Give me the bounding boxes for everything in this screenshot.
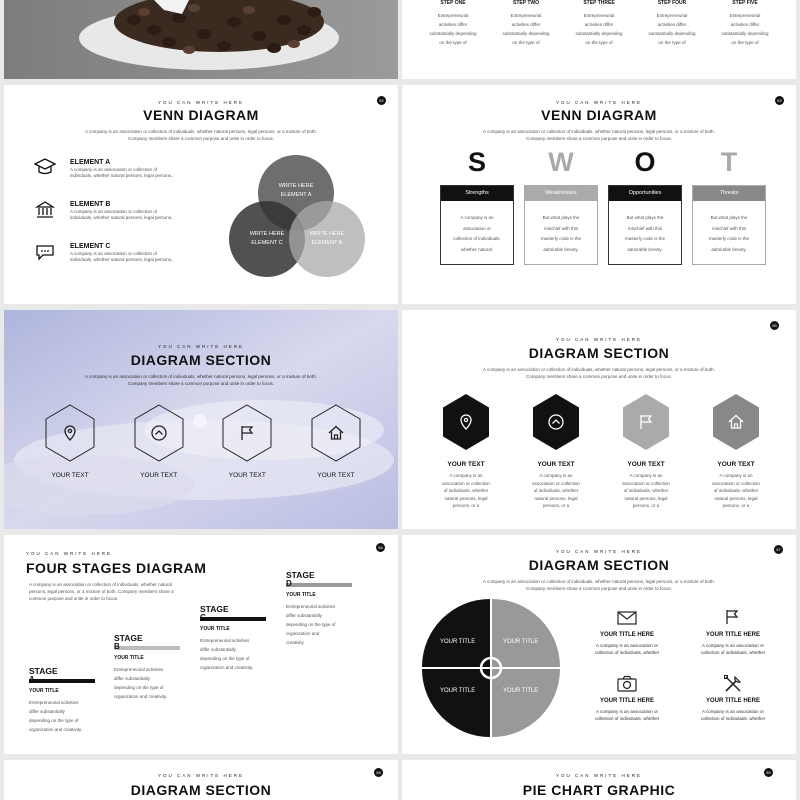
slide-five-steps [402, 0, 796, 79]
stage-line: depending on the type of [200, 656, 250, 661]
diag2-item-label: YOUR TEXT [627, 461, 665, 468]
diag2-item-line: persons, or a [542, 503, 570, 508]
venn-element-c [35, 243, 55, 261]
stages-kicker: YOU CAN WRITE HERE [26, 551, 113, 556]
center-ring [481, 658, 501, 678]
venn-element-a-text [70, 159, 174, 180]
slide-number: 59 [764, 768, 773, 777]
quadrant-top-right [492, 599, 560, 667]
pie-subtitle-1: A company is an association or collection of individuals, whether natural persons, legal persons, or a mixture of both. [483, 579, 715, 584]
swot-card [440, 185, 514, 265]
venn-element-b-text [70, 201, 174, 222]
venn-element-c-text [70, 243, 174, 264]
venn-kicker: YOU CAN WRITE HERE [157, 100, 244, 105]
step-column [714, 0, 776, 47]
stage-line: differ substantially [114, 676, 150, 681]
stage-line: differ substantially [200, 647, 236, 652]
diag1-item-label: YOUR TEXT [317, 472, 355, 479]
diag1-item [40, 402, 100, 479]
chevron-up-icon [152, 426, 166, 440]
diag2-item-line: natural persons, legal [624, 495, 668, 501]
stage-line: Entrepreneurial activities [200, 638, 250, 643]
pie-kicker: YOU CAN WRITE HERE [555, 549, 642, 554]
stage-letter: B [114, 643, 120, 649]
step-desc-line: activities differ [511, 22, 541, 27]
swot-letter: O [634, 147, 656, 177]
diag1-subtitle-1: A company is an association or collection of individuals, whether natural persons, legal persons, or a mixture of both. [85, 374, 317, 379]
bottom-right-kicker: YOU CAN WRITE HERE [555, 773, 642, 778]
element-c-desc-2: individuals, whether natural persons, legal persons,. [70, 257, 174, 262]
swot-card-line: mischief with this [627, 225, 662, 231]
swot-letter: S [467, 147, 486, 177]
stage-heading [29, 667, 119, 682]
diag1-item [306, 402, 366, 479]
diag1-item-label: YOUR TEXT [140, 472, 178, 479]
stage-block [29, 667, 119, 734]
stage-line: Entrepreneurial activities [114, 667, 164, 672]
hexagon-outline [129, 402, 189, 464]
step-desc-line: Entrepreneurial [510, 13, 542, 18]
swot-kicker: YOU CAN WRITE HERE [555, 100, 642, 105]
swot-letter: W [548, 147, 574, 177]
venn-circles [219, 149, 379, 284]
diag2-item-line: A company is an [629, 473, 663, 478]
step-desc-line: activities differ [584, 22, 614, 27]
swot-card-line: But what plays the [542, 215, 580, 220]
slide-diagram-section-photo [4, 310, 398, 529]
swot-card-line: admirable brevity. [543, 246, 579, 252]
pie-feature-line: collection of individuals, whether [700, 716, 766, 721]
stage-line: differ substantially [286, 613, 322, 618]
step-label: STEP THREE [583, 0, 615, 6]
bottom-left-kicker: YOU CAN WRITE HERE [157, 773, 244, 778]
stage-title: YOUR TITLE [114, 655, 144, 661]
pie-feature-line: A company is an association or [701, 709, 765, 714]
quadrant-circle [422, 599, 560, 737]
diag2-item-line: persons, or a [632, 503, 660, 508]
pie-feature-line: collection of individuals, whether [594, 650, 660, 655]
swot-card-header: Weaknesses [525, 186, 597, 201]
stage-letter: C [200, 614, 206, 620]
quadrant-bottom-right [492, 669, 560, 737]
step-label: STEP FIVE [732, 0, 758, 6]
diag2-item-label: YOUR TEXT [447, 461, 485, 468]
venn-subtitle-2: Company members share a common purpose and unite in order to focus. [127, 136, 275, 141]
element-b-label: ELEMENT B [70, 201, 111, 208]
venn-label-b-2: ELEMENT B [311, 240, 343, 246]
step-desc-line: substantially depending [721, 31, 769, 36]
stages-sub-1: A company is an association or collection of individuals, whether natural [29, 582, 172, 587]
diag2-item-label: YOUR TEXT [717, 461, 755, 468]
diag2-item-line: A company is an [539, 473, 573, 478]
step-desc-line: substantially depending [502, 31, 550, 36]
hexagon-filled [616, 392, 676, 452]
stage-line: organization and [286, 631, 320, 636]
envelope-icon [616, 607, 638, 627]
hexagon-filled [436, 392, 496, 452]
diag1-items [40, 402, 366, 479]
stage-heading [200, 605, 290, 620]
pie-feature-line: collection of individuals, whether [700, 650, 766, 655]
step-desc-line: on the type of [731, 40, 759, 45]
quadrant-bottom-left [422, 669, 490, 737]
pie-feature-line: A company is an association or [701, 643, 765, 648]
stage-line: depending on the type of [286, 622, 336, 627]
diag2-kicker: YOU CAN WRITE HERE [555, 337, 642, 342]
steps-row [422, 0, 776, 47]
slide-number: 58 [374, 768, 383, 777]
pie-feature-item [688, 607, 778, 656]
swot-card [692, 185, 766, 265]
step-column [422, 0, 484, 47]
swot-card-line: mischief with this [711, 225, 746, 231]
slide-number: 52 [377, 96, 386, 105]
slide-swot [402, 85, 796, 304]
diag2-item-line: of individuals, whether [533, 488, 579, 493]
diag2-item-line: of individuals, whether [623, 488, 669, 493]
stage-letter: D [286, 580, 292, 586]
diag2-item-line: association or collection [532, 480, 580, 486]
venn-label-c-2: ELEMENT C [251, 240, 283, 246]
hexagon-outline [40, 402, 100, 464]
diag2-item-line: A company is an [449, 473, 483, 478]
hexagon-outline [217, 402, 277, 464]
diag2-items [436, 392, 766, 510]
step-desc-line: substantially depending [575, 31, 623, 36]
swot-card-line: collection of individuals, [453, 236, 501, 241]
swot-column [608, 147, 682, 265]
hexagon-outline [306, 402, 366, 464]
slide-number: 53 [775, 96, 784, 105]
hexagon-filled [706, 392, 766, 452]
home-icon [329, 427, 343, 440]
stage-word: STAGE [286, 570, 315, 580]
stage-block [114, 634, 204, 701]
diag2-item-line: association or collection [622, 480, 670, 486]
stage-line: creativity. [286, 640, 305, 645]
graduation-cap-icon [34, 157, 56, 177]
diag1-item-label: YOUR TEXT [228, 472, 266, 479]
bank-icon [35, 200, 55, 220]
quad-label-tl: YOUR TITLE [440, 639, 476, 645]
slide-bottom-diagram-section [4, 760, 398, 800]
step-column [641, 0, 703, 47]
slide-diagram-section-pie [402, 535, 796, 754]
venn-title: VENN DIAGRAM [143, 107, 259, 123]
quad-label-br: YOUR TITLE [503, 688, 539, 694]
step-label: STEP TWO [512, 0, 540, 6]
diag2-item-label: YOUR TEXT [537, 461, 575, 468]
step-desc-line: on the type of [439, 40, 467, 45]
step-label: STEP ONE [440, 0, 466, 6]
step-desc-line: activities differ [657, 22, 687, 27]
quadrant-top-left [422, 599, 490, 667]
stage-heading [286, 571, 376, 586]
slide-number: 56 [376, 543, 385, 552]
swot-card-line: masterly code is the [708, 236, 750, 241]
step-desc-line: substantially depending [429, 31, 477, 36]
stage-heading [114, 634, 204, 649]
swot-card-header: Threats [693, 186, 765, 201]
slide-four-stages [4, 535, 398, 754]
slide-coffee-photo [4, 0, 398, 79]
venn-element-a [34, 157, 56, 177]
venn-label-a-2: ELEMENT A [280, 192, 312, 198]
pie-feature-item [582, 673, 672, 722]
diag2-item [616, 392, 676, 510]
diag2-title: DIAGRAM SECTION [528, 345, 670, 361]
swot-card-line: admirable brevity. [711, 246, 747, 252]
quad-label-tr: YOUR TITLE [503, 639, 539, 645]
stage-line: Entrepreneurial activities [29, 700, 79, 705]
swot-card-line: But what plays the [710, 215, 748, 220]
pie-feature-item [582, 607, 672, 656]
coffee-beans-image [4, 0, 398, 79]
step-desc-line: activities differ [438, 22, 468, 27]
pie-feature-title: YOUR TITLE HERE [705, 632, 760, 638]
step-desc-line: on the type of [585, 40, 613, 45]
step-desc-line: Entrepreneurial [729, 13, 761, 18]
swot-card-line: whether natural. [460, 246, 494, 252]
pie-feature-line: collection of individuals, whether [594, 716, 660, 721]
swot-subtitle-1: A company is an association or collection of individuals, whether natural persons, legal persons, or a mixture of both. [483, 129, 715, 134]
stage-line: depending on the type of [29, 718, 79, 723]
element-c-desc-1: A company is an association or collection of [70, 251, 158, 256]
diag2-item [526, 392, 586, 510]
hexagon-filled [526, 392, 586, 452]
swot-column [692, 147, 766, 265]
slide-pie-chart-graphic [402, 760, 796, 800]
swot-card-line: A company is an [460, 215, 494, 220]
stage-line: depending on the type of [114, 685, 164, 690]
diag2-item-line: natural persons, legal [444, 495, 488, 501]
diag2-subtitle-2: Company members share a common purpose and unite in order to focus. [525, 374, 673, 379]
step-desc-line: Entrepreneurial [583, 13, 615, 18]
diag2-item [436, 392, 496, 510]
camera-icon [616, 673, 638, 693]
diag2-item-line: association or collection [442, 480, 490, 486]
slide-number: 55 [770, 321, 779, 330]
swot-card [524, 185, 598, 265]
step-column [568, 0, 630, 47]
swot-card-line: mischief with this [543, 225, 578, 231]
stage-line: organization and creativity. [200, 665, 254, 670]
venn-label-a [266, 182, 326, 200]
diag1-item [129, 402, 189, 479]
slide-number: 57 [774, 545, 783, 554]
swot-card-header: Strengths [441, 186, 513, 201]
diag1-subtitle-2: Company members share a common purpose and unite in order to focus. [127, 381, 275, 386]
pie-feature-title: YOUR TITLE HERE [705, 698, 760, 704]
swot-letter: T [720, 147, 738, 177]
pie-feature-title: YOUR TITLE HERE [599, 632, 654, 638]
stage-line: organization and creativity. [29, 727, 83, 732]
stage-title: YOUR TITLE [29, 688, 59, 694]
swot-column [524, 147, 598, 265]
stage-word: STAGE [200, 604, 229, 614]
venn-label-a-1: WRITE HERE [278, 183, 314, 189]
swot-title: VENN DIAGRAM [541, 107, 657, 123]
venn-label-c-1: WRITE HERE [249, 231, 285, 237]
stage-letter: A [29, 676, 35, 682]
diag1-title: DIAGRAM SECTION [130, 352, 272, 368]
stages-sub-3: common purpose and unite in order to focus. [29, 596, 119, 601]
diag2-item-line: of individuals, whether [713, 488, 759, 493]
diag1-kicker: YOU CAN WRITE HERE [157, 344, 244, 349]
diag2-item-line: persons, or a [722, 503, 750, 508]
step-column [495, 0, 557, 47]
pie-feature-line: A company is an association or [595, 709, 659, 714]
pie-subtitle-2: Company members share a common purpose and unite in order to focus. [525, 586, 673, 591]
stage-block [200, 605, 290, 672]
element-a-label: ELEMENT A [70, 159, 111, 166]
swot-card-line: masterly code is the [540, 236, 582, 241]
stages-subtitle [29, 581, 174, 602]
pie-feature-item [688, 673, 778, 722]
bottom-left-title: DIAGRAM SECTION [130, 782, 272, 798]
step-desc-line: Entrepreneurial [656, 13, 688, 18]
swot-subtitle-2: Company members share a common purpose and unite in order to focus. [525, 136, 673, 141]
diag2-item-line: natural persons, legal [534, 495, 578, 501]
diag1-item-label: YOUR TEXT [51, 472, 89, 479]
stages-title: FOUR STAGES DIAGRAM [26, 560, 207, 576]
step-desc-line: on the type of [658, 40, 686, 45]
flag-icon [722, 607, 744, 627]
map-pin-icon [65, 426, 75, 440]
stage-word: STAGE [114, 633, 143, 643]
flag-icon [242, 426, 252, 440]
stage-block [286, 571, 376, 647]
stage-line: differ substantially [29, 709, 65, 714]
stage-line: organization and creativity. [114, 694, 168, 699]
step-desc-line: activities differ [730, 22, 760, 27]
chat-bubble-icon [35, 243, 55, 261]
venn-label-b-1: WRITE HERE [309, 231, 345, 237]
venn-element-b [35, 200, 55, 220]
diag2-item-line: of individuals, whether [443, 488, 489, 493]
swot-card-line: But what plays the [626, 215, 664, 220]
venn-label-c [237, 230, 297, 248]
element-c-label: ELEMENT C [70, 243, 111, 250]
step-desc-line: on the type of [512, 40, 540, 45]
step-desc-line: Entrepreneurial [437, 13, 469, 18]
pie-title: DIAGRAM SECTION [528, 557, 670, 573]
element-a-desc-1: A company is an association or collection of [70, 167, 158, 172]
stage-line: Entrepreneurial activities [286, 604, 336, 609]
swot-card [608, 185, 682, 265]
swot-card-line: masterly code is the [624, 236, 666, 241]
diag2-subtitle-1: A company is an association or collection of individuals, whether natural persons, legal persons, or a mixture of both. [483, 367, 715, 372]
stage-title: YOUR TITLE [286, 592, 316, 598]
step-desc-line: substantially depending [648, 31, 696, 36]
slide-diagram-section-hex [402, 310, 796, 529]
element-b-desc-1: A company is an association or collection of [70, 209, 158, 214]
element-b-desc-2: individuals, whether natural persons, legal persons,. [70, 215, 174, 220]
swot-card-line: association or [463, 225, 491, 231]
diag1-item [217, 402, 277, 479]
swot-columns [440, 147, 766, 265]
stages-sub-2: persons, legal persons, or a mixture of both. Company members share a [29, 589, 174, 594]
venn-label-b [297, 230, 357, 248]
swot-column [440, 147, 514, 265]
pie-feature-title: YOUR TITLE HERE [599, 698, 654, 704]
diag2-item [706, 392, 766, 510]
swot-card-line: admirable brevity. [627, 246, 663, 252]
quad-label-bl: YOUR TITLE [440, 688, 476, 694]
stage-title: YOUR TITLE [200, 626, 230, 632]
tools-icon [722, 673, 744, 693]
slide-venn-diagram [4, 85, 398, 304]
diag2-item-line: A company is an [719, 473, 753, 478]
diag2-item-line: natural persons, legal [714, 495, 758, 501]
element-a-desc-2: individuals, whether natural persons, legal persons,. [70, 173, 174, 178]
bottom-right-title: PIE CHART GRAPHIC [522, 782, 676, 798]
step-label: STEP FOUR [657, 0, 687, 6]
swot-card-header: Opportunities [609, 186, 681, 201]
venn-subtitle-1: A company is an association or collection of individuals, whether natural persons, legal persons, or a mixture of both. [85, 129, 317, 134]
pie-feature-line: A company is an association or [595, 643, 659, 648]
diag2-item-line: persons, or a [452, 503, 480, 508]
diag2-item-line: association or collection [712, 480, 760, 486]
stage-word: STAGE [29, 666, 58, 676]
